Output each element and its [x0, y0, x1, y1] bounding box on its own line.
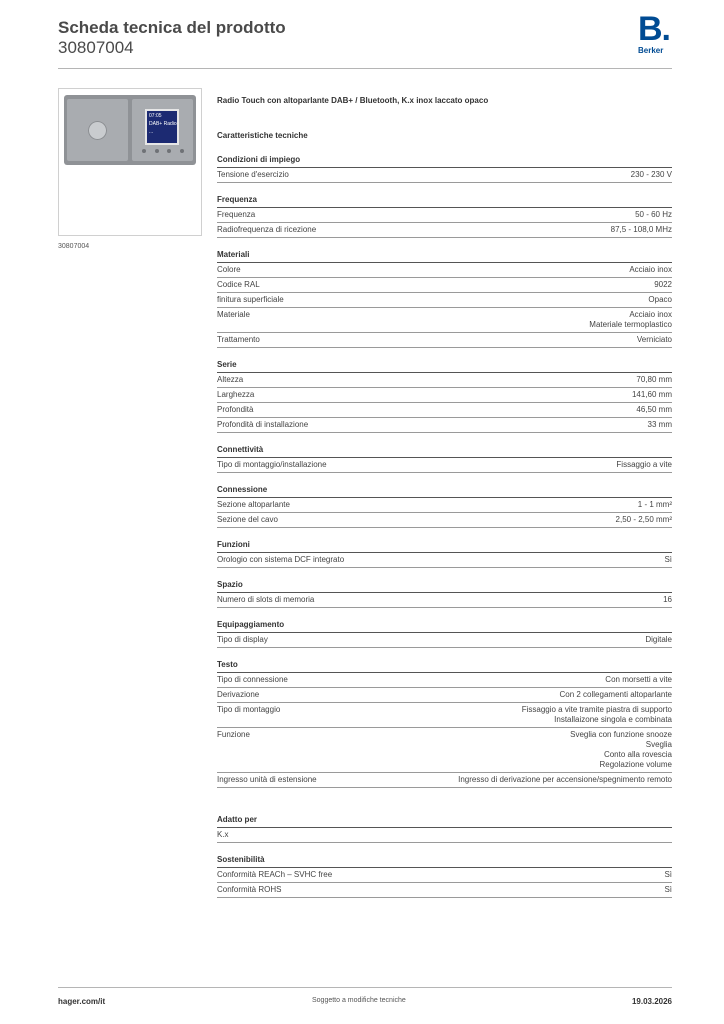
logo-brand: Berker [638, 46, 664, 55]
spec-value-line: Sì [664, 885, 672, 894]
spec-label: Conformità ROHS [217, 885, 282, 894]
spec-value-line: Conto alla rovescia [603, 750, 672, 759]
spec-label: Altezza [217, 375, 244, 384]
spec-value-line: Sveglia con funzione snooze [570, 730, 672, 739]
spec-value [616, 515, 672, 525]
spec-row [217, 498, 672, 513]
spec-row [217, 223, 672, 238]
radio-plate [132, 99, 193, 161]
spec-value [664, 885, 672, 895]
spec-value [458, 775, 672, 785]
spec-label: Profondità di installazione [217, 420, 309, 429]
category-heading: Serie [217, 359, 672, 373]
spec-row [217, 168, 672, 183]
spec-value-line: Acciaio inox [629, 310, 672, 319]
spec-value-line: 141,60 mm [631, 390, 672, 399]
image-caption: 30807004 [58, 243, 90, 250]
section-heading: Caratteristiche tecniche [217, 131, 308, 140]
spec-value-line: 230 - 230 V [630, 170, 672, 179]
spec-row [217, 373, 672, 388]
spec-value-line: 1 - 1 mm² [637, 500, 672, 509]
spec-value [670, 830, 672, 840]
page-footer [58, 987, 672, 1012]
berker-logo [638, 10, 676, 55]
category-heading: Adatto per [217, 814, 672, 828]
spec-value-line: Digitale [645, 635, 672, 644]
category-heading: Connettività [217, 444, 672, 458]
spec-label: Trattamento [217, 335, 260, 344]
product-title: Radio Touch con altoparlante DAB+ / Bluetooth, K.x inox laccato opaco [217, 96, 489, 105]
spec-label: Tipo di connessione [217, 675, 288, 684]
spec-label: Frequenza [217, 210, 256, 219]
spec-value-line: Ingresso di derivazione per accensione/spegnimento remoto [458, 775, 672, 784]
spec-value [570, 730, 672, 770]
spec-label: Materiale [217, 310, 250, 319]
spec-value [611, 225, 672, 235]
spec-list [217, 154, 672, 898]
screen-line: DAB+ Radio [149, 121, 177, 127]
radio-button-icon [167, 149, 171, 153]
spec-row [217, 458, 672, 473]
spec-value-line: Con morsetti a vite [605, 675, 672, 684]
spec-value [664, 555, 672, 565]
spec-row [217, 263, 672, 278]
spec-value-line: 70,80 mm [636, 375, 672, 384]
spec-value-line: Sì [664, 555, 672, 564]
product-image [58, 88, 202, 236]
spec-value-line [670, 830, 672, 840]
spec-value [636, 375, 672, 385]
spec-label: Tensione d'esercizio [217, 170, 289, 179]
radio-display [145, 109, 179, 145]
spec-row [217, 333, 672, 348]
spec-value-line: 87,5 - 108,0 MHz [610, 225, 672, 234]
spec-row [217, 883, 672, 898]
spec-value [648, 295, 672, 305]
spec-label: Ingresso unità di estensione [217, 775, 317, 784]
logo-mark: B. [638, 10, 670, 48]
spec-label: Profondità [217, 405, 254, 414]
spec-value [637, 335, 672, 345]
spec-value [632, 390, 672, 400]
spec-value-line: Opaco [648, 295, 672, 304]
spec-row [217, 868, 672, 883]
spec-value [654, 280, 672, 290]
spec-value-line: Verniciato [636, 335, 672, 344]
speaker-plate [67, 99, 128, 161]
spec-row [217, 593, 672, 608]
footer-website[interactable]: hager.com/it [58, 997, 106, 1006]
spec-value-line: Materiale termoplastico [589, 320, 672, 329]
spec-label: Derivazione [217, 690, 260, 699]
spec-value-line: Sveglia [645, 740, 672, 749]
document-title: Scheda tecnica del prodotto [58, 18, 286, 37]
spec-row [217, 293, 672, 308]
spec-row [217, 688, 672, 703]
footer-notice: Soggetto a modifiche tecniche [312, 997, 406, 1004]
spec-label: Conformità REACh – SVHC free [217, 870, 333, 879]
spec-value [589, 310, 672, 330]
spec-row [217, 828, 672, 843]
spec-label: Radiofrequenza di ricezione [217, 225, 317, 234]
spec-value [636, 405, 672, 415]
header-divider [58, 68, 672, 69]
spec-label: Sezione altoparlante [217, 500, 290, 509]
category-heading: Frequenza [217, 194, 672, 208]
radio-button-icon [142, 149, 146, 153]
radio-buttons [142, 149, 184, 153]
product-code: 30807004 [58, 38, 134, 57]
spec-label: K.x [217, 830, 229, 839]
spec-label: Numero di slots di memoria [217, 595, 315, 604]
spec-value [648, 420, 672, 430]
category-heading: Connessione [217, 484, 672, 498]
spec-value [522, 705, 672, 725]
spec-value-line: Con 2 collegamenti altoparlante [559, 690, 672, 699]
radio-device-illustration [64, 95, 196, 165]
spec-value-line: 2,50 - 2,50 mm² [615, 515, 672, 524]
spec-value [631, 170, 672, 180]
spec-row [217, 633, 672, 648]
spec-label: Colore [217, 265, 241, 274]
spec-row [217, 553, 672, 568]
category-heading: Spazio [217, 579, 672, 593]
spec-label: finitura superficiale [217, 295, 284, 304]
spec-value-line: Installaizone singola e combinata [554, 715, 672, 724]
spec-label: Tipo di montaggio/installazione [217, 460, 327, 469]
spec-value-line: Fissaggio a vite tramite piastra di supporto [521, 705, 672, 714]
speaker-icon [88, 121, 107, 140]
spec-value-line: 16 [663, 595, 672, 604]
spec-row [217, 728, 672, 773]
screen-line: ... [149, 129, 154, 135]
spec-value-line: Acciaio inox [629, 265, 672, 274]
spec-row [217, 418, 672, 433]
spec-row [217, 403, 672, 418]
spec-value [638, 500, 672, 510]
category-heading: Funzioni [217, 539, 672, 553]
spec-label: Tipo di display [217, 635, 268, 644]
spec-value-line: Sì [664, 870, 672, 879]
spec-row [217, 208, 672, 223]
spec-label: Tipo di montaggio [217, 705, 281, 714]
category-heading: Materiali [217, 249, 672, 263]
spec-label: Sezione del cavo [217, 515, 278, 524]
category-heading: Testo [217, 659, 672, 673]
spec-label: Codice RAL [217, 280, 260, 289]
spec-label: Larghezza [217, 390, 255, 399]
screen-line: 07:05 [149, 113, 162, 119]
spec-value [616, 460, 672, 470]
spec-value [645, 635, 672, 645]
category-heading: Condizioni di impiego [217, 154, 672, 168]
spec-value [664, 870, 672, 880]
spec-value [635, 210, 672, 220]
spec-label: Orologio con sistema DCF integrato [217, 555, 345, 564]
spec-value [605, 675, 672, 685]
radio-button-icon [180, 149, 184, 153]
spec-value-line: 46,50 mm [636, 405, 672, 414]
footer-date: 19.03.2026 [631, 997, 672, 1006]
spec-value-line: 50 - 60 Hz [635, 210, 672, 219]
radio-button-icon [155, 149, 159, 153]
spec-value-line: 33 mm [647, 420, 672, 429]
spec-row [217, 673, 672, 688]
spec-content [217, 96, 672, 898]
spec-row [217, 513, 672, 528]
spec-row [217, 308, 672, 333]
spec-label: Funzione [217, 730, 250, 739]
category-heading: Equipaggiamento [217, 619, 672, 633]
spec-value-line: Regolazione volume [599, 760, 672, 769]
spec-value-line: Fissaggio a vite [616, 460, 672, 469]
spec-value [559, 690, 672, 700]
spec-row [217, 773, 672, 788]
spec-row [217, 388, 672, 403]
spec-value [629, 265, 672, 275]
document-header [58, 18, 286, 58]
category-heading: Sostenibilità [217, 854, 672, 868]
spec-value-line: 9022 [654, 280, 672, 289]
spec-row [217, 703, 672, 728]
spec-row [217, 278, 672, 293]
spec-value [663, 595, 672, 605]
